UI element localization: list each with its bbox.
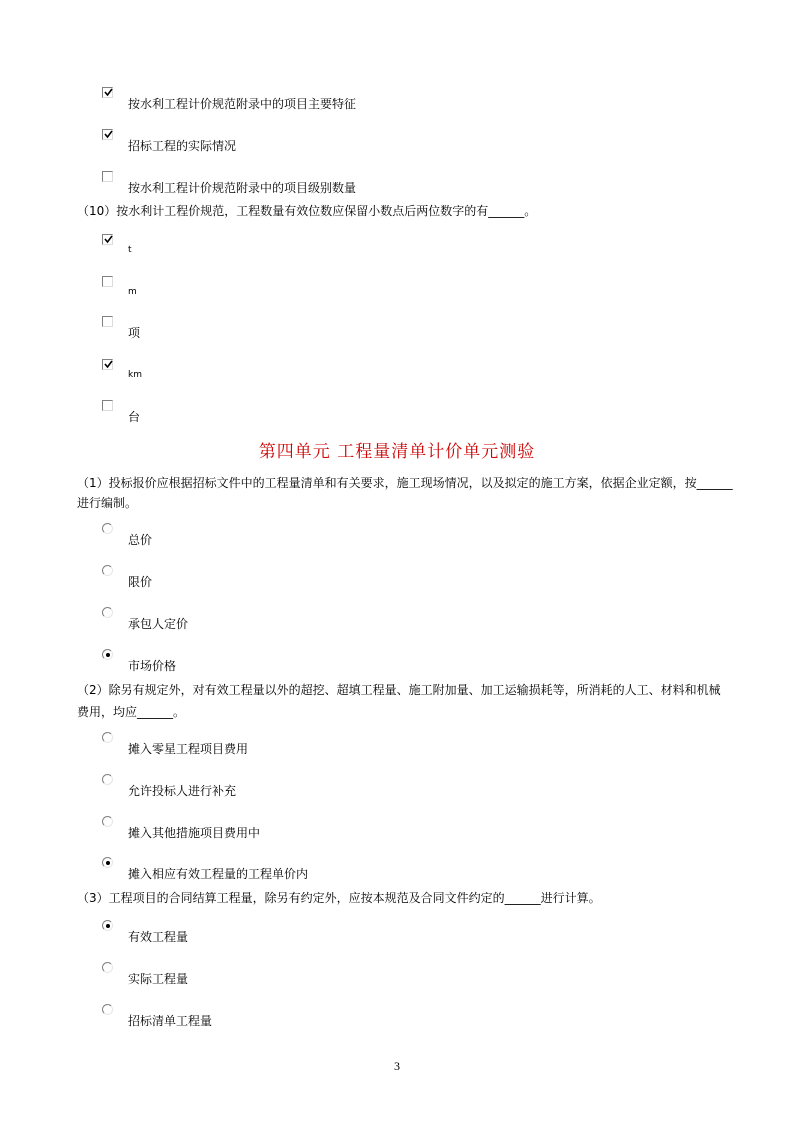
- radio-button[interactable]: [102, 774, 113, 785]
- radio-dot-icon: [106, 861, 110, 865]
- checkbox[interactable]: [102, 276, 113, 287]
- checkbox[interactable]: [102, 359, 113, 370]
- option-label: 实际工程量: [128, 972, 189, 986]
- radio-button[interactable]: [102, 565, 113, 576]
- checkbox[interactable]: [102, 87, 113, 98]
- check-mark-icon: [104, 360, 113, 369]
- option-label: t: [128, 245, 132, 255]
- question-3-text: （3）工程项目的合同结算工程量，除另有约定外，应按本规范及合同文件约定的______进行计算。: [77, 891, 601, 905]
- question-1-line-2: 进行编制。: [77, 496, 138, 510]
- option-label: 市场价格: [128, 659, 177, 673]
- option-label: 总价: [128, 533, 153, 547]
- radio-button[interactable]: [102, 816, 113, 827]
- option-label: 限价: [128, 575, 153, 589]
- radio-dot-icon: [106, 924, 110, 928]
- checkbox[interactable]: [102, 129, 113, 140]
- radio-button[interactable]: [102, 1004, 113, 1015]
- option-label: 承包人定价: [128, 617, 189, 631]
- option-label: 按水利工程计价规范附录中的项目级别数量: [128, 181, 357, 195]
- radio-button[interactable]: [102, 962, 113, 973]
- option-label: 项: [128, 326, 141, 340]
- question-1-line-1: （1）投标报价应根据招标文件中的工程量清单和有关要求，施工现场情况，以及拟定的施工方案，依据企业定额，按______: [77, 476, 733, 490]
- checkbox[interactable]: [102, 234, 113, 245]
- option-label: 允许投标人进行补充: [128, 784, 237, 798]
- option-label: 台: [128, 410, 141, 424]
- option-label: 摊入相应有效工程量的工程单价内: [128, 867, 309, 881]
- check-mark-icon: [104, 130, 113, 139]
- page-number: 3: [394, 1059, 400, 1073]
- question-2-line-2: 费用，均应______。: [77, 705, 186, 719]
- option-label: 摊入其他措施项目费用中: [128, 826, 261, 840]
- checkbox[interactable]: [102, 400, 113, 411]
- option-label: 招标工程的实际情况: [128, 139, 237, 153]
- radio-button[interactable]: [102, 649, 113, 660]
- radio-button[interactable]: [102, 920, 113, 931]
- question-2-line-1: （2）除另有规定外，对有效工程量以外的超挖、超填工程量、施工附加量、加工运输损耗等，所消耗的人工、材料和机械: [77, 683, 721, 697]
- checkbox[interactable]: [102, 316, 113, 327]
- option-label: 有效工程量: [128, 930, 189, 944]
- option-label: m: [128, 287, 137, 297]
- question-10-text: （10）按水利计工程价规范，工程数量有效位数应保留小数点后两位数字的有______。: [77, 204, 537, 218]
- radio-dot-icon: [106, 653, 110, 657]
- option-label: 摊入零星工程项目费用: [128, 742, 249, 756]
- radio-button[interactable]: [102, 857, 113, 868]
- radio-button[interactable]: [102, 607, 113, 618]
- check-mark-icon: [104, 88, 113, 97]
- radio-button[interactable]: [102, 732, 113, 743]
- check-mark-icon: [104, 235, 113, 244]
- section-title: 第四单元 工程量清单计价单元测验: [258, 442, 536, 462]
- option-label: 按水利工程计价规范附录中的项目主要特征: [128, 97, 357, 111]
- radio-button[interactable]: [102, 523, 113, 534]
- option-label: 招标清单工程量: [128, 1014, 213, 1028]
- checkbox[interactable]: [102, 171, 113, 182]
- option-label: km: [128, 370, 142, 380]
